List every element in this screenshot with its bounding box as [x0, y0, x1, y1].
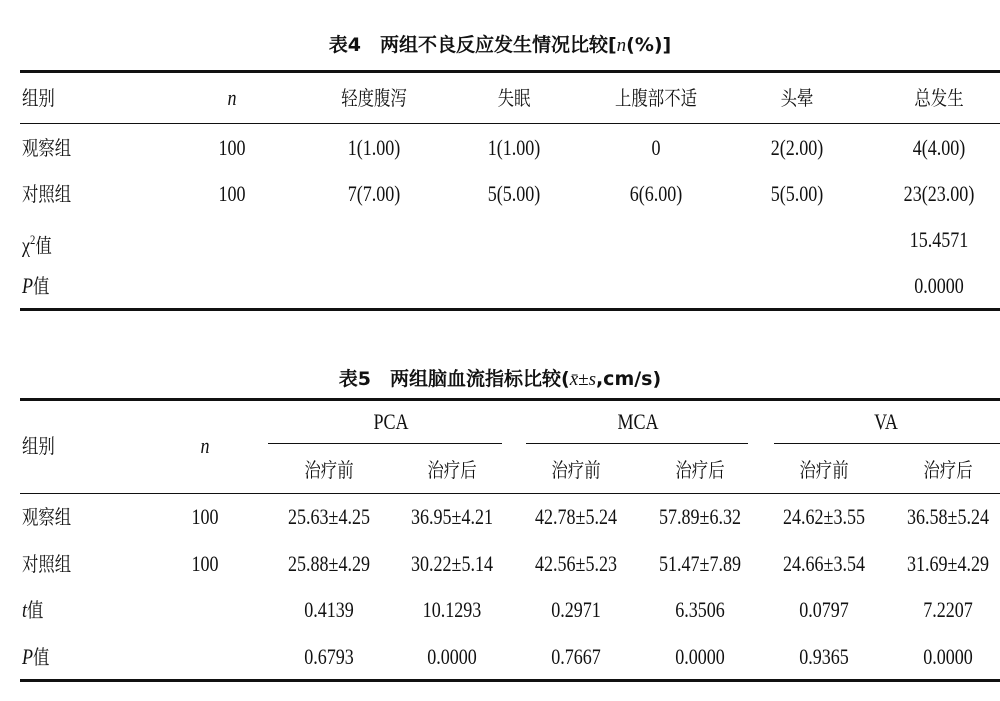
table5-title — [0, 364, 1000, 391]
table5-sub-before: 治疗前 — [799, 458, 849, 482]
table4-cell: 100 — [218, 135, 246, 160]
table4-header-group: 组别 — [22, 86, 55, 110]
table5-group-mca: MCA — [617, 409, 659, 434]
table5-t-value: 0.4139 — [304, 597, 354, 622]
table5-t-value: 7.2207 — [923, 597, 973, 622]
table5-row-control-label: 对照组 — [22, 552, 72, 576]
table5-cell: 57.89±6.32 — [658, 504, 742, 529]
table4-cell: 5(5.00) — [770, 181, 824, 206]
t-suffix: 值 — [27, 598, 44, 622]
table5-cell: 42.56±5.23 — [534, 551, 618, 576]
table5-t-label — [22, 596, 43, 624]
table5-cell: 36.58±5.24 — [906, 504, 990, 529]
table5-t-value: 10.1293 — [422, 597, 482, 622]
table4-top-rule — [20, 70, 1000, 73]
table4-cell: 7(7.00) — [347, 181, 401, 206]
table5-p-value: 0.0000 — [427, 644, 477, 669]
table4-header-rule — [20, 123, 1000, 124]
table4-bottom-rule — [20, 308, 1000, 311]
table5-t-value: 6.3506 — [675, 597, 725, 622]
table4-header-abdominal: 上腹部不适 — [615, 86, 697, 110]
table4-header-total: 总发生 — [914, 86, 964, 110]
table4-p-value: 0.0000 — [914, 273, 964, 298]
table5-p-value: 0.0000 — [923, 644, 973, 669]
table4-title-n: n — [616, 35, 627, 56]
table5-p-value: 0.6793 — [304, 644, 354, 669]
chi-superscript: 2 — [30, 232, 36, 247]
table4-row-observe-label: 观察组 — [22, 136, 72, 160]
table4-title-text: 表4 两组不良反应发生情况比较[ — [328, 34, 617, 56]
table5-p-value: 0.0000 — [675, 644, 725, 669]
table5-cell: 100 — [191, 504, 219, 529]
table4-p-label — [22, 272, 49, 300]
table5-pca-rule — [268, 443, 502, 444]
table5-p-value: 0.7667 — [551, 644, 601, 669]
table5-sub-after: 治疗后 — [675, 458, 725, 482]
t-symbol: t — [22, 597, 28, 622]
table5-header-rule — [20, 493, 1000, 494]
table5-cell: 51.47±7.89 — [658, 551, 742, 576]
p-suffix: 值 — [33, 274, 50, 298]
chi-symbol: χ — [22, 232, 31, 258]
p-symbol: P — [22, 273, 34, 298]
chi-suffix: 值 — [35, 233, 52, 258]
table5-cell: 25.63±4.25 — [287, 504, 371, 529]
table5-title-suffix: ,cm/s) — [595, 368, 662, 390]
p-suffix: 值 — [33, 645, 50, 669]
table4-cell: 100 — [218, 181, 246, 206]
table4-header-diarrhea: 轻度腹泻 — [341, 86, 407, 110]
table5-cell: 30.22±5.14 — [410, 551, 494, 576]
table5-t-value: 0.2971 — [551, 597, 601, 622]
table5-p-label — [22, 643, 49, 671]
table5-cell: 24.66±3.54 — [782, 551, 866, 576]
table4-title-suffix: (%)] — [626, 34, 672, 56]
table4-header-n: n — [227, 85, 237, 110]
table5-cell: 25.88±4.29 — [287, 551, 371, 576]
table5-sub-before: 治疗前 — [304, 458, 354, 482]
table5-title-mean-sd: x̄±s — [569, 369, 596, 390]
table4-chi-value: 15.4571 — [909, 227, 969, 252]
table5-sub-after: 治疗后 — [923, 458, 973, 482]
table4-cell: 1(1.00) — [347, 135, 401, 160]
table5-p-value: 0.9365 — [799, 644, 849, 669]
table5-cell: 24.62±3.55 — [782, 504, 866, 529]
table4-header-insomnia: 失眠 — [497, 86, 531, 110]
table5-title-text: 表5 两组脑血流指标比较( — [338, 368, 570, 390]
table5-group-pca: PCA — [373, 409, 409, 434]
table5-mca-rule — [526, 443, 748, 444]
table5-top-rule — [20, 398, 1000, 401]
table5-sub-after: 治疗后 — [427, 458, 477, 482]
table5-cell: 31.69±4.29 — [906, 551, 990, 576]
table5-row-observe-label: 观察组 — [22, 505, 72, 529]
table5-cell: 42.78±5.24 — [534, 504, 618, 529]
table5-group-va: VA — [874, 409, 898, 434]
table4-cell: 4(4.00) — [912, 135, 966, 160]
table5-bottom-rule — [20, 679, 1000, 682]
table5-va-rule — [774, 443, 1000, 444]
table4-cell: 6(6.00) — [629, 181, 683, 206]
table4-cell: 0 — [651, 135, 661, 160]
table5-header-n: n — [200, 433, 210, 458]
table4-cell: 23(23.00) — [903, 181, 975, 206]
table5-header-group: 组别 — [22, 434, 55, 458]
table5-cell: 100 — [191, 551, 219, 576]
table4-chi-label — [22, 226, 52, 259]
table4-cell: 1(1.00) — [487, 135, 541, 160]
table4-header-dizziness: 头晕 — [780, 86, 814, 110]
table4-title — [0, 30, 1000, 57]
table5-t-value: 0.0797 — [799, 597, 849, 622]
table4-cell: 5(5.00) — [487, 181, 541, 206]
table5-cell: 36.95±4.21 — [410, 504, 494, 529]
table5-sub-before: 治疗前 — [551, 458, 601, 482]
p-symbol: P — [22, 644, 34, 669]
table4-cell: 2(2.00) — [770, 135, 824, 160]
table4-row-control-label: 对照组 — [22, 182, 72, 206]
